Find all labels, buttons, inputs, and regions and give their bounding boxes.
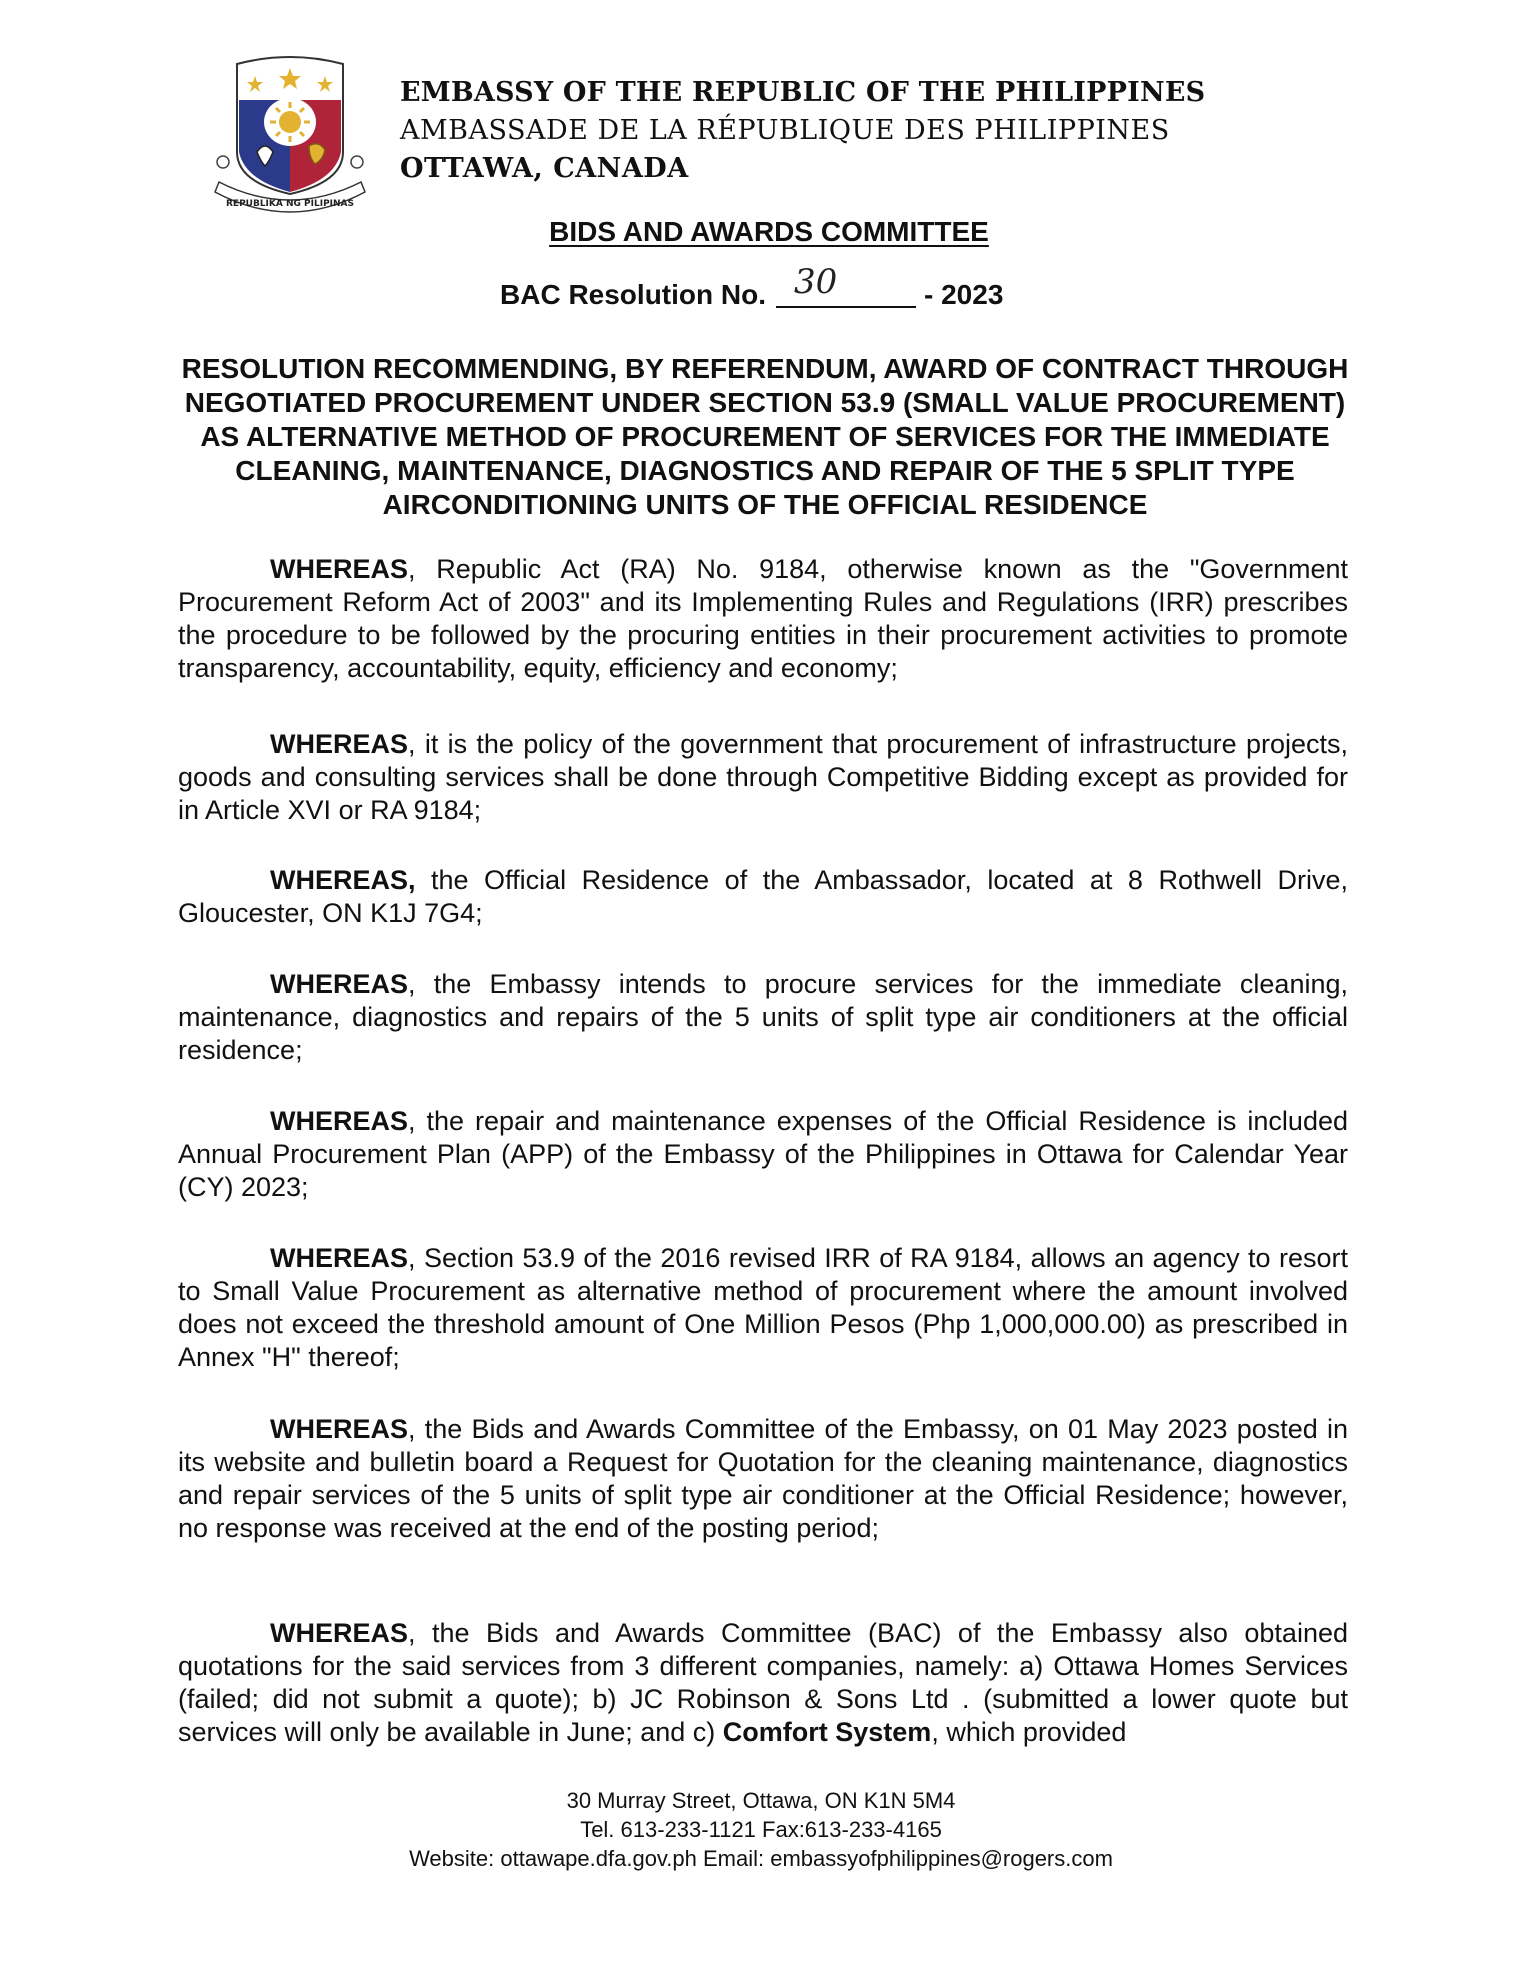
whereas-keyword: WHEREAS	[270, 729, 409, 759]
resolution-year: - 2023	[924, 279, 1004, 310]
whereas-paragraph-6	[178, 1242, 1348, 1374]
org-name-french: AMBASSADE DE LA RÉPUBLIQUE DES PHILIPPINES	[400, 115, 1170, 146]
org-name-english: EMBASSY OF THE REPUBLIC OF THE PHILIPPINES	[400, 77, 1206, 108]
whereas-keyword: WHEREAS	[270, 1106, 409, 1136]
committee-name: BIDS AND AWARDS COMMITTEE	[549, 216, 989, 247]
org-city: OTTAWA, CANADA	[400, 153, 689, 184]
resolution-number-line	[500, 262, 1004, 311]
paragraph-text: , Section 53.9 of the 2016 revised IRR of RA 9184, allows an agency to resort to Small Value Procurement as alternative method of procurement where the amount involved does not exceed the threshold amount of One Million Pesos (Php 1,000,000.00) as prescribed in Annex "H" thereof;	[178, 1243, 1348, 1372]
paragraph-text: , Republic Act (RA) No. 9184, otherwise known as the "Government Procurement Reform Act of 2003" and its Implementing Rules and Regulations (IRR) prescribes the procedure to be followed by the procuring entities in their procurement activities to promote transparency, accountability, equity, efficiency and economy;	[178, 554, 1348, 683]
company-name-bold: Comfort System	[722, 1717, 932, 1747]
seal-motto-text: REPUBLIKA NG PILIPINAS	[225, 199, 355, 209]
whereas-keyword: WHEREAS	[270, 969, 409, 999]
paragraph-text-tail: , which provided	[931, 1717, 1127, 1747]
paragraph-text: , it is the policy of the government that procurement of infrastructure projects, goods and consulting services shall be done through Competitive Bidding except as provided for in Article XVI or RA 9184;	[178, 729, 1348, 825]
whereas-paragraph-3	[178, 864, 1348, 930]
paragraph-text: , the repair and maintenance expenses of the Official Residence is included Annual Procurement Plan (APP) of the Embassy of the Philippines in Ottawa for Calendar Year (CY) 2023;	[178, 1106, 1348, 1202]
philippine-coat-of-arms-seal	[205, 42, 375, 222]
whereas-keyword: WHEREAS	[270, 554, 409, 584]
paragraph-text: the Official Residence of the Ambassador, located at 8 Rothwell Drive, Gloucester, ON K1J 7G4;	[178, 865, 1348, 928]
paragraph-text: , the Bids and Awards Committee of the Embassy, on 01 May 2023 posted in its website and bulletin board a Request for Quotation for the cleaning maintenance, diagnostics and repair services of the 5 units of split type air conditioner at the Official Residence; however, no response was received at the end of the posting period;	[178, 1414, 1348, 1543]
footer-phone-fax: Tel. 613-233-1121 Fax:613-233-4165	[580, 1817, 942, 1842]
whereas-keyword: WHEREAS	[270, 1618, 409, 1648]
paragraph-text: , the Embassy intends to procure services for the immediate cleaning, maintenance, diagnostics and repairs of the 5 units of split type air conditioners at the official residence;	[178, 969, 1348, 1065]
whereas-keyword: WHEREAS,	[270, 865, 416, 895]
whereas-keyword: WHEREAS	[270, 1243, 409, 1273]
handwritten-resolution-number: 30	[794, 262, 838, 302]
footer-contact	[0, 1786, 1530, 1873]
whereas-paragraph-8	[178, 1617, 1348, 1749]
whereas-paragraph-2	[178, 728, 1348, 827]
footer-website-email: Website: ottawape.dfa.gov.ph Email: embassyofphilippines@rogers.com	[409, 1846, 1113, 1871]
resolution-title: RESOLUTION RECOMMENDING, BY REFERENDUM, AWARD OF CONTRACT THROUGH NEGOTIATED PROCUREMENT UNDER SECTION 53.9 (SMALL VALUE PROCUREMENT) AS ALTERNATIVE METHOD OF PROCUREMENT OF SERVICES FOR THE IMMEDIATE CLEANING, MAINTENANCE, DIAGNOSTICS AND REPAIR OF THE 5 SPLIT TYPE AIRCONDITIONING UNITS OF THE OFFICIAL RESIDENCE	[181, 353, 1349, 520]
committee-heading	[0, 216, 1530, 248]
resolution-number-blank	[776, 262, 916, 308]
resolution-label: BAC Resolution No.	[500, 279, 766, 310]
whereas-paragraph-4	[178, 968, 1348, 1067]
whereas-paragraph-5	[178, 1105, 1348, 1204]
paragraph-text: , the Bids and Awards Committee (BAC) of the Embassy also obtained quotations for the said services from 3 different companies, namely: a) Ottawa Homes Services (failed; did not submit a quote); b) JC Robinson & Sons Ltd . (submitted a lower quote but services will only be available in June; and c)	[178, 1618, 1348, 1747]
whereas-keyword: WHEREAS	[270, 1414, 409, 1444]
whereas-paragraph-7	[178, 1413, 1348, 1545]
organization-heading	[400, 74, 1205, 188]
footer-address: 30 Murray Street, Ottawa, ON K1N 5M4	[566, 1788, 956, 1813]
whereas-paragraph-1	[178, 553, 1348, 685]
